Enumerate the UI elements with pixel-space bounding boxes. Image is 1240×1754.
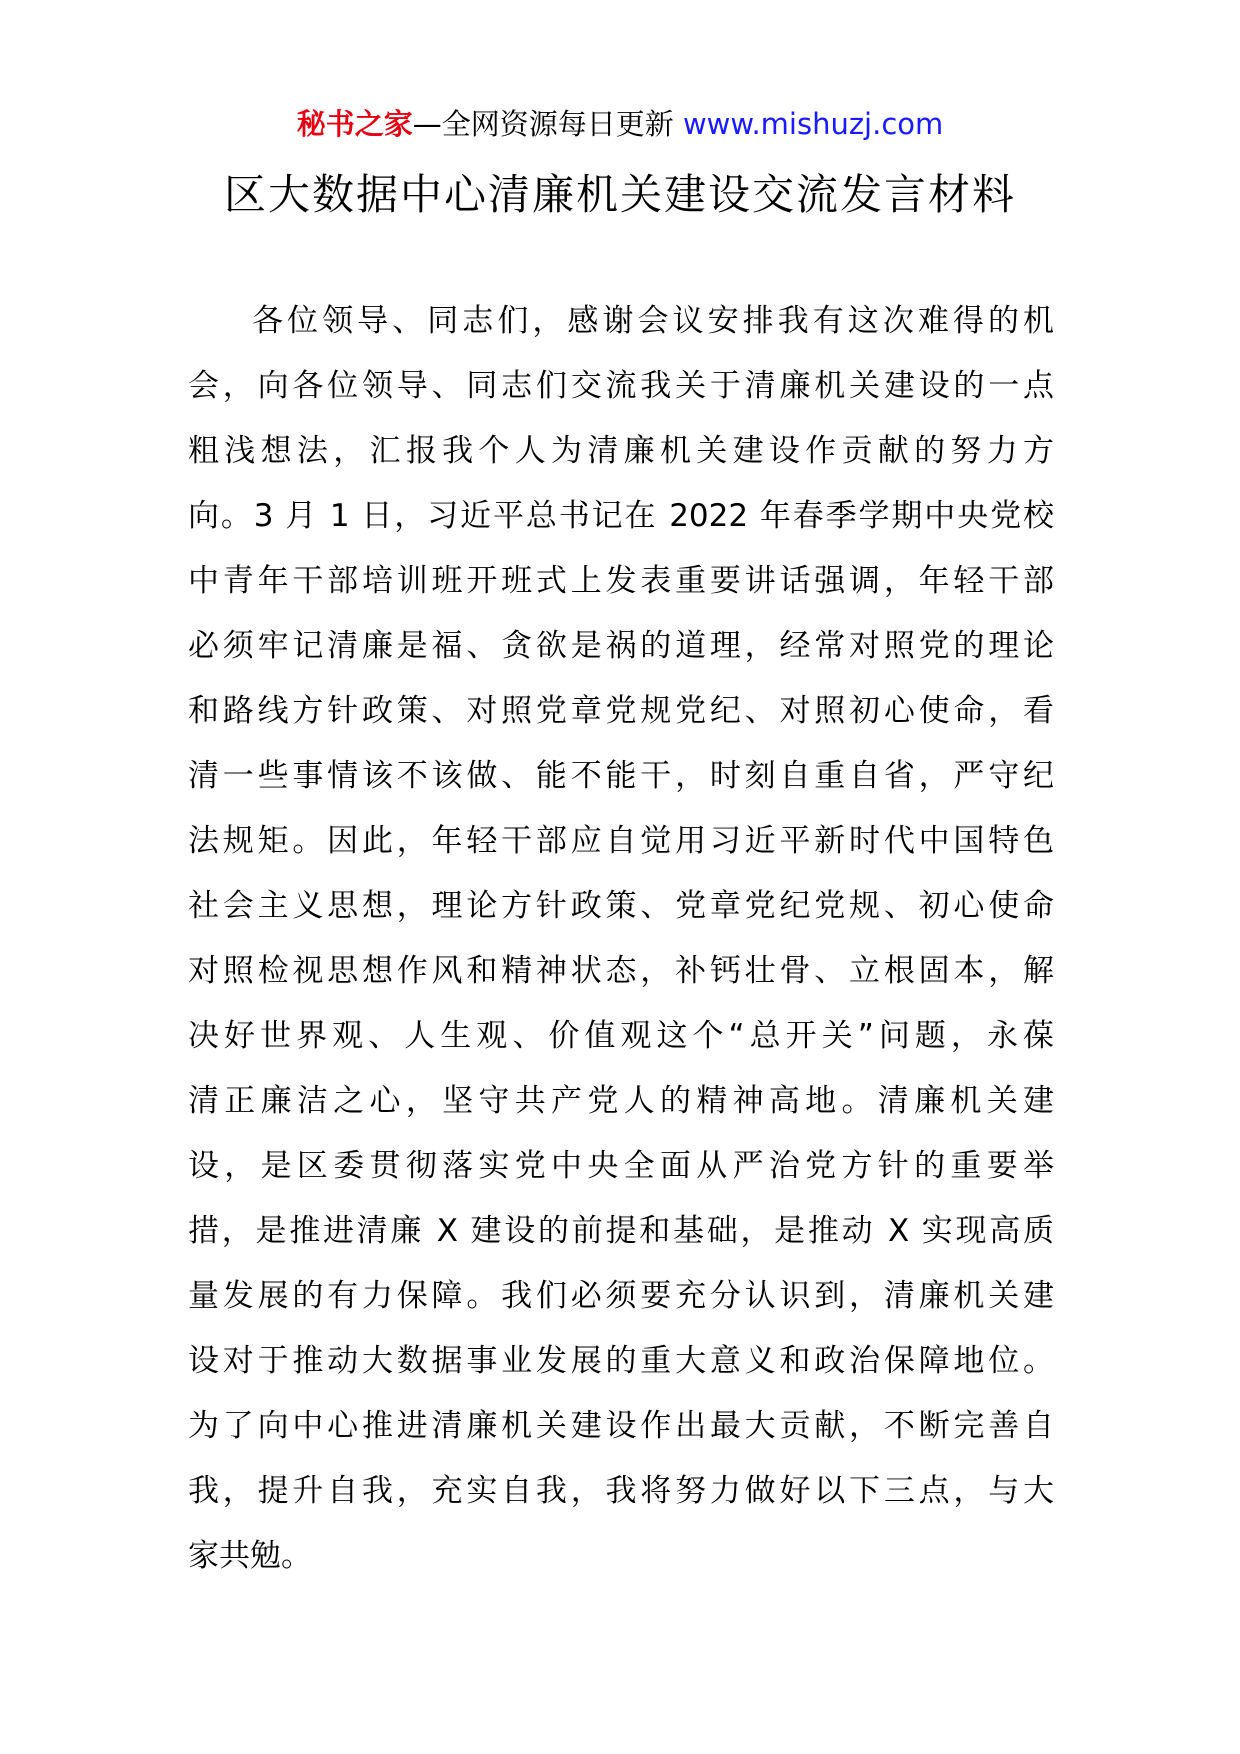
document-title: 区大数据中心清廉机关建设交流发言材料 [223,170,1016,219]
body-line: 设，是区委贯彻落实党中央全面从严治党方针的重要举 [188,1148,1054,1184]
body-line: 措，是推进清廉 X 建设的前提和基础，是推动 X 实现高质 [188,1213,1054,1249]
site-url-link[interactable]: www.mishuzj.com [682,107,944,141]
site-tagline: —全网资源每日更新 [412,107,683,141]
body-line: 社会主义思想，理论方针政策、党章党纪党规、初心使命 [188,888,1054,924]
body-line: 向。3 月 1 日，习近平总书记在 2022 年春季学期中央党校 [188,498,1054,534]
body-line: 家共勉。 [188,1538,312,1574]
document-body [188,289,1054,1589]
body-line: 决好世界观、人生观、价值观这个“总开关”问题，永葆 [188,1018,1054,1054]
body-line: 清一些事情该不该做、能不能干，时刻自重自省，严守纪 [188,758,1054,794]
body-line: 对照检视思想作风和精神状态，补钙壮骨、立根固本，解 [188,953,1054,989]
body-line: 清正廉洁之心，坚守共产党人的精神高地。清廉机关建 [188,1083,1054,1119]
site-header [0,102,1240,146]
body-line: 必须牢记清廉是福、贪欲是祸的道理，经常对照党的理论 [188,628,1054,664]
body-line: 量发展的有力保障。我们必须要充分认识到，清廉机关建 [188,1278,1054,1314]
body-line: 中青年干部培训班开班式上发表重要讲话强调，年轻干部 [188,563,1054,599]
site-brand: 秘书之家 [296,107,413,141]
body-line: 会，向各位领导、同志们交流我关于清廉机关建设的一点 [188,368,1054,404]
body-line: 我，提升自我，充实自我，我将努力做好以下三点，与大 [188,1473,1054,1509]
body-line: 为了向中心推进清廉机关建设作出最大贡献，不断完善自 [188,1408,1054,1444]
body-line: 设对于推动大数据事业发展的重大意义和政治保障地位。 [188,1343,1054,1379]
body-line: 各位领导、同志们，感谢会议安排我有这次难得的机 [252,303,1054,339]
body-line: 法规矩。因此，年轻干部应自觉用习近平新时代中国特色 [188,823,1054,859]
body-line: 和路线方针政策、对照党章党规党纪、对照初心使命，看 [188,693,1054,729]
body-line: 粗浅想法，汇报我个人为清廉机关建设作贡献的努力方 [188,433,1054,469]
